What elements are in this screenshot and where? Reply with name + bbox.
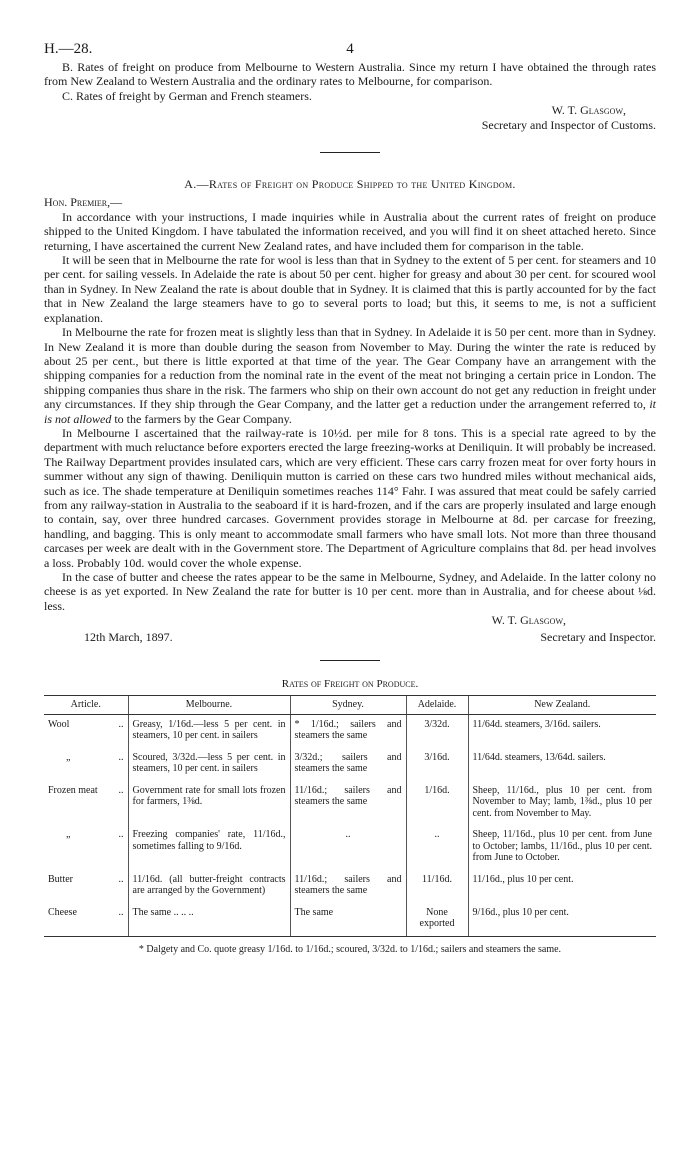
cell-sydney: .. [290,825,406,870]
cell-melbourne: The same .. .. .. [128,903,290,937]
article-name: „ [66,829,71,841]
page-number: 4 [346,41,354,57]
table-title: Rates of Freight on Produce. [281,677,419,690]
section-a-paragraph: In accordance with your instructions, I made inquiries while in Australia about the current rates of freight on produce shipped to the United Kingdom. I have tabulated the information received, and you will find it on sheet attached hereto. Since returning, I have ascertained the current New Zealand rates, and have included them for comparison in the table. [44,209,656,253]
cell-article [44,825,128,870]
column-header: Melbourne. [128,696,290,715]
intro-signature-name: W. T. Glasgow, [551,103,626,118]
cell-article [44,748,128,781]
section-a-paragraph [44,325,656,426]
table-header-row [44,696,656,715]
letter-date: 12th March, 1897. [84,629,173,644]
cell-article [44,781,128,826]
paragraph-text: In Melbourne the rate for frozen meat is slightly less than that in Sydney. In Adelaide it is 50 per cent. more than in Sydney. In New Zealand it is more than double during the season from November to May. During the winter the rate is reduced by about 25 per cent., but there is little exported at that time of the year. The Gear Company have an arrangement with the shipping companies for a reduction from the nominal rate in the event of the meat not bringing a certain price in London. The shipping companies thus share in the risk. The farmers who ship on their own account do not get any reduction in freight under any circumstances. If they ship through the Gear Company, and the latter get a reduction under the arrangement referred to, [44,325,656,412]
cell-melbourne: Scoured, 3/32d.—less 5 per cent. in steamers, 10 per cent. in sailers [128,748,290,781]
cell-adelaide: 3/32d. [406,714,468,748]
table-row [44,781,656,826]
document-page [44,34,656,957]
cell-adelaide: 1/16d. [406,781,468,826]
cell-melbourne: Greasy, 1/16d.—less 5 per cent. in steamers, 10 per cent. in sailers [128,714,290,748]
leader-dots: .. [118,784,124,796]
document-reference: H.—28. [44,41,93,57]
cell-sydney: The same [290,903,406,937]
page-header [44,34,656,56]
article-name: Butter [48,873,73,885]
cell-nz: 9/16d., plus 10 per cent. [468,903,656,937]
article-name: Cheese [48,906,77,918]
table-row [44,903,656,937]
cell-nz: Sheep, 11/16d., plus 10 per cent. from June to October; lambs, 11/16d., plus 10 per cent. from June to October. [468,825,656,870]
italic-phrase: it is not allowed [44,397,656,426]
article-name: „ [66,751,71,763]
section-a-heading: A.—Rates of Freight on Produce Shipped to the United Kingdom. [184,177,516,192]
column-header: Sydney. [290,696,406,715]
column-header: New Zealand. [468,696,656,715]
cell-adelaide: .. [406,825,468,870]
article-name: Wool [48,718,70,730]
cell-sydney: 3/32d.; sailers and steamers the same [290,748,406,781]
cell-article [44,903,128,937]
section-a-paragraph: It will be seen that in Melbourne the rate for wool is less than that in Sydney to the extent of 5 per cent. for steamers and 10 per cent. for sailing vessels. In Adelaide the rate is about 50 per cent. higher for greasy and about 30 per cent. for scoured wool than in Sydney. In New Zealand the rate is about double that in Sydney. It is claimed that this is partly accounted for by the fact that in New Zealand the large steamers have to go to several ports to load; but this, it seems to me, is not a sufficient explanation. [44,253,656,325]
intro-para-b: B. Rates of freight on produce from Melbourne to Western Australia. Since my return I have obtained the through rates from New Zealand to Western Australia and the ordinary rates to Melbourne, for comparison. [44,60,656,89]
article-name: Frozen meat [48,784,98,796]
section-a-paragraph: In Melbourne I ascertained that the railway-rate is 10½d. per mile for 8 tons. This is a special rate agreed to by the department with much reluctance before exporters erected the large freezing-works at Deniliquin. It will probably be increased. The Railway Department provides insulated cars, which are very efficient. These cars carry frozen meat for over forty hours in summer without any sign of thawing. Deniliquin mutton is carried on these cars two hundred miles without mechanical aids, such as ice. The shade temperature at Deniliquin sometimes reaches 114° Fahr. I was assured that meat could be safely carried from any railway-station in Australia to the seaboard if it is hard-frozen, and if the cars are properly insulated and large enough to contain, say, over three hundred carcases. Government provides storage in Melbourne at 8d. per carcase for freezing, handling, and bagging. This is only meant to accommodate small farmers who have small lots. Not more than three thousand carcases per week are dealt with in the Government store. The Department of Agriculture complains that 8d. per head involves a loss. Probably 10d. would cover the whole expense. [44,425,656,570]
table-row [44,714,656,748]
section-divider [320,660,380,661]
dateline [44,628,656,658]
cell-adelaide: None exported [406,903,468,937]
section-a-paragraph: In the case of butter and cheese the rates appear to be the same in Melbourne, Sydney, and Adelaide. In the latter colony no cheese is as yet exported. In New Zealand the rate for butter is 10 per cent. more than in Australia, and for cheese about ⅛d. less. [44,570,656,613]
leader-dots: .. [118,718,124,730]
cell-nz: 11/16d., plus 10 per cent. [468,870,656,903]
table-row [44,748,656,781]
cell-melbourne: 11/16d. (all butter-freight contracts are arranged by the Government) [128,870,290,903]
cell-melbourne: Government rate for small lots frozen for farmers, 1⅜d. [128,781,290,826]
section-divider [320,152,380,153]
leader-dots: .. [118,873,124,885]
cell-nz: 11/64d. steamers, 13/64d. sailers. [468,748,656,781]
cell-nz: Sheep, 11/16d., plus 10 per cent. from November to May; lamb, 1⅜d., plus 10 per cent. from November to May. [468,781,656,826]
cell-sydney: * 1/16d.; sailers and steamers the same [290,714,406,748]
rates-table [44,695,656,937]
paragraph-tail: to the farmers by the Gear Company. [114,411,292,426]
cell-sydney: 11/16d.; sailers and steamers the same [290,781,406,826]
leader-dots: .. [118,829,124,841]
table-footnote: * Dalgety and Co. quote greasy 1/16d. to 1/16d.; scoured, 3/32d. to 1/16d.; sailers and steamers the same. [138,943,562,955]
cell-article [44,870,128,903]
cell-nz: 11/64d. steamers, 3/16d. sailers. [468,714,656,748]
cell-sydney: 11/16d.; sailers and steamers the same [290,870,406,903]
table-row [44,825,656,870]
cell-melbourne: Freezing companies' rate, 11/16d., sometimes falling to 9/16d. [128,825,290,870]
cell-adelaide: 3/16d. [406,748,468,781]
column-header: Article. [44,696,128,715]
leader-dots: .. [118,906,124,918]
section-a-signature-title: Secretary and Inspector. [540,629,656,644]
cell-article [44,714,128,748]
leader-dots: .. [118,751,124,763]
section-a-signature-name: W. T. Glasgow, [491,613,566,628]
table-row [44,870,656,903]
column-header: Adelaide. [406,696,468,715]
cell-adelaide: 11/16d. [406,870,468,903]
intro-para-c: C. Rates of freight by German and French steamers. [62,88,312,103]
intro-signature-title: Secretary and Inspector of Customs. [481,117,656,132]
salutation: Hon. Premier,— [44,195,123,210]
